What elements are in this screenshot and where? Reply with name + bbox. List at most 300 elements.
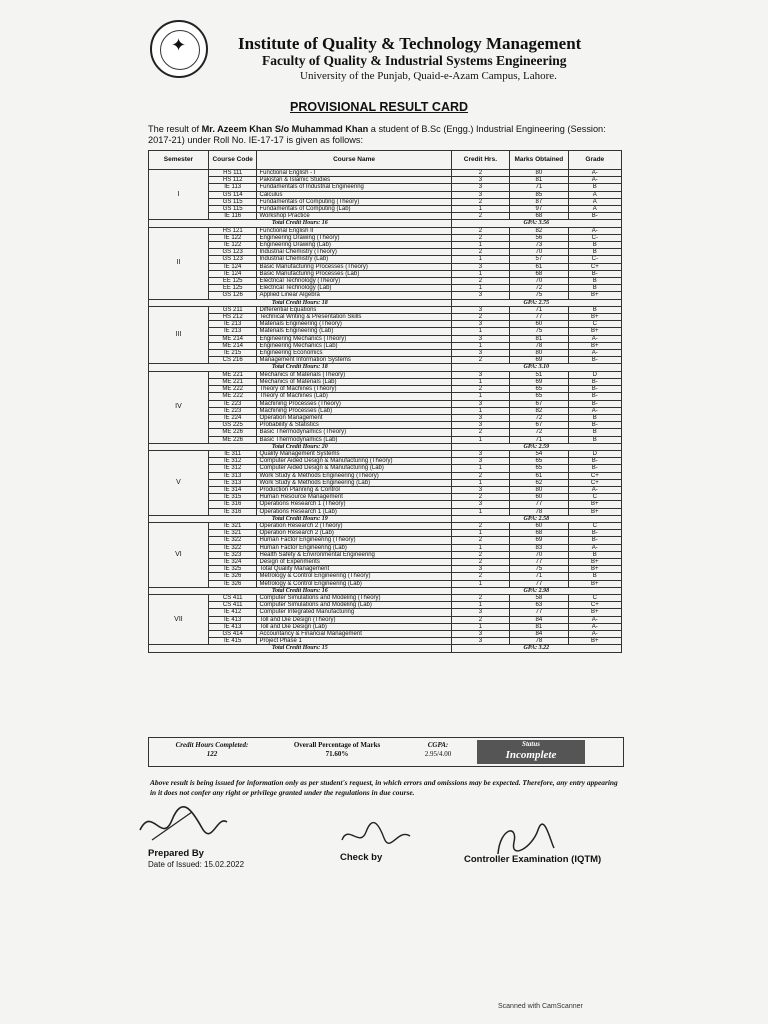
credit-cell: 3 (451, 263, 510, 270)
grade-cell: A- (568, 335, 621, 342)
course-name-cell: Engineering Economics (257, 350, 451, 357)
course-code-cell: GS 123 (208, 256, 257, 263)
semester-total-row (149, 364, 622, 371)
course-name-cell: Technical Writing & Presentation Skills (257, 314, 451, 321)
course-code-cell: IE 321 (208, 530, 257, 537)
grade-cell: A- (568, 544, 621, 551)
grade-cell: B (568, 306, 621, 313)
course-code-cell: GS 114 (208, 191, 257, 198)
course-code-cell: IE 312 (208, 458, 257, 465)
check-by-signature (338, 818, 414, 852)
course-code-cell: IE 124 (208, 270, 257, 277)
marks-cell: 70 (510, 551, 568, 558)
credit-cell: 3 (451, 177, 510, 184)
grade-cell: B+ (568, 508, 621, 515)
course-code-cell: HS 212 (208, 314, 257, 321)
course-name-cell: Engineering Mechanics (Theory) (257, 335, 451, 342)
credit-cell: 2 (451, 357, 510, 364)
table-row (149, 486, 622, 493)
course-code-cell: IE 326 (208, 580, 257, 587)
credit-cell: 1 (451, 508, 510, 515)
grade-cell: A- (568, 407, 621, 414)
course-name-cell: Work Study & Methods Engineering (Theory) (257, 472, 451, 479)
col-course-code: Course Code (208, 151, 257, 170)
credit-cell: 2 (451, 314, 510, 321)
seal-emblem-icon: ✦ (171, 35, 187, 55)
total-credit-hours: Total Credit Hours: 20 (149, 443, 452, 450)
table-row (149, 537, 622, 544)
course-name-cell: Industrial Chemistry (Theory) (257, 249, 451, 256)
grade-cell: A- (568, 227, 621, 234)
course-name-cell: Fundamentals of Computing (Theory) (257, 198, 451, 205)
grade-cell: B+ (568, 342, 621, 349)
course-name-cell: Operation Management (257, 414, 451, 421)
semester-total-row (149, 443, 622, 450)
credit-cell: 2 (451, 594, 510, 601)
credit-cell: 1 (451, 342, 510, 349)
table-row (149, 501, 622, 508)
marks-cell: 77 (510, 314, 568, 321)
course-code-cell: GS 115 (208, 206, 257, 213)
grade-cell: B (568, 278, 621, 285)
grade-cell: B (568, 573, 621, 580)
semester-cell: I (149, 170, 209, 220)
course-name-cell: Basic Manufacturing Processes (Theory) (257, 263, 451, 270)
grade-cell: B (568, 551, 621, 558)
status-value: Incomplete (505, 749, 557, 761)
table-row (149, 609, 622, 616)
table-row (149, 249, 622, 256)
course-name-cell: Theory of Machines (Lab) (257, 393, 451, 400)
course-name-cell: Quality Management Systems (257, 450, 451, 457)
course-code-cell: CS 411 (208, 602, 257, 609)
marks-cell: 54 (510, 450, 568, 457)
marks-cell: 71 (510, 573, 568, 580)
course-code-cell: CS 411 (208, 594, 257, 601)
course-name-cell: Electrical Technology (Lab) (257, 285, 451, 292)
credit-cell: 3 (451, 638, 510, 645)
semester-gpa: GPA: 3.22 (451, 645, 621, 652)
credit-cell: 2 (451, 170, 510, 177)
student-name: Mr. Azeem Khan S/o Muhammad Khan (201, 124, 369, 134)
marks-cell: 65 (510, 465, 568, 472)
course-name-cell: Human Factor Engineering (Theory) (257, 537, 451, 544)
course-code-cell: GS 123 (208, 249, 257, 256)
table-row (149, 407, 622, 414)
course-name-cell: Machining Processes (Theory) (257, 400, 451, 407)
marks-cell: 81 (510, 177, 568, 184)
table-row (149, 450, 622, 457)
marks-cell: 75 (510, 328, 568, 335)
marks-cell: 80 (510, 350, 568, 357)
semester-total-row (149, 299, 622, 306)
semester-cell: VII (149, 594, 209, 644)
course-name-cell: Theory of Machines (Theory) (257, 386, 451, 393)
table-row (149, 342, 622, 349)
col-semester: Semester (149, 151, 209, 170)
intro-rest: a student of B.Sc (Engg.) Industrial Engineering (Session: 2017-21) under Roll No. IE-17-17 is given as follows: (148, 124, 606, 145)
grade-cell: B- (568, 357, 621, 364)
course-name-cell: Machining Processes (Lab) (257, 407, 451, 414)
table-row (149, 191, 622, 198)
total-credit-hours: Total Credit Hours: 18 (149, 364, 452, 371)
credits-completed-label: Credit Hours Completed: (175, 741, 249, 749)
marks-cell: 60 (510, 522, 568, 529)
table-row (149, 306, 622, 313)
check-by-label: Check by (340, 852, 383, 863)
table-row (149, 508, 622, 515)
table-row (149, 350, 622, 357)
table-row (149, 198, 622, 205)
grade-cell: A- (568, 631, 621, 638)
table-row (149, 573, 622, 580)
credit-cell: 1 (451, 270, 510, 277)
credit-cell: 3 (451, 400, 510, 407)
course-code-cell: GS 211 (208, 306, 257, 313)
marks-cell: 61 (510, 263, 568, 270)
credit-cell: 2 (451, 249, 510, 256)
credit-cell: 2 (451, 573, 510, 580)
table-row (149, 465, 622, 472)
marks-cell: 73 (510, 242, 568, 249)
course-name-cell: Probability & Statistics (257, 422, 451, 429)
marks-cell: 77 (510, 501, 568, 508)
table-row (149, 494, 622, 501)
issue-date: Date of Issued: 15.02.2022 (148, 860, 245, 869)
semester-total-row (149, 587, 622, 594)
grade-cell: B+ (568, 328, 621, 335)
marks-cell: 77 (510, 609, 568, 616)
table-row (149, 429, 622, 436)
marks-cell: 71 (510, 436, 568, 443)
credit-cell: 3 (451, 486, 510, 493)
course-code-cell: IE 315 (208, 494, 257, 501)
grade-cell: B (568, 429, 621, 436)
marks-cell: 58 (510, 594, 568, 601)
course-code-cell: ME 226 (208, 429, 257, 436)
course-code-cell: IE 322 (208, 537, 257, 544)
marks-cell: 71 (510, 306, 568, 313)
course-name-cell: Fundamentals of Industrial Engineering (257, 184, 451, 191)
marks-cell: 68 (510, 213, 568, 220)
table-row (149, 386, 622, 393)
credit-cell: 1 (451, 479, 510, 486)
course-code-cell: IE 215 (208, 350, 257, 357)
credit-cell: 3 (451, 335, 510, 342)
semester-cell: III (149, 306, 209, 364)
table-row (149, 580, 622, 587)
marks-cell: 65 (510, 393, 568, 400)
total-credit-hours: Total Credit Hours: 16 (149, 587, 452, 594)
course-name-cell: Operations Research 1 (Lab) (257, 508, 451, 515)
semester-cell: VI (149, 522, 209, 587)
grade-cell: A- (568, 170, 621, 177)
course-name-cell: Production Planning & Control (257, 486, 451, 493)
grade-cell: C+ (568, 602, 621, 609)
table-row (149, 184, 622, 191)
grade-cell: C+ (568, 472, 621, 479)
credit-cell: 2 (451, 278, 510, 285)
course-name-cell: Industrial Chemistry (Lab) (257, 256, 451, 263)
table-row (149, 522, 622, 529)
table-row (149, 422, 622, 429)
total-credit-hours: Total Credit Hours: 19 (149, 515, 452, 522)
course-name-cell: Electrical Technology (Theory) (257, 278, 451, 285)
col-credit-hrs: Credit Hrs. (451, 151, 510, 170)
credit-cell: 2 (451, 198, 510, 205)
table-row (149, 551, 622, 558)
marks-cell: 61 (510, 472, 568, 479)
table-row (149, 270, 622, 277)
course-name-cell: Operation Research 2 (Lab) (257, 530, 451, 537)
grade-cell: C+ (568, 263, 621, 270)
table-row (149, 234, 622, 241)
grade-cell: D (568, 371, 621, 378)
credit-cell: 2 (451, 227, 510, 234)
course-name-cell: Engineering Drawing (Lab) (257, 242, 451, 249)
col-grade: Grade (568, 151, 621, 170)
course-name-cell: Basic Manufacturing Processes (Lab) (257, 270, 451, 277)
marks-cell: 72 (510, 429, 568, 436)
course-name-cell: Toll and Die Design (Lab) (257, 623, 451, 630)
credit-cell: 3 (451, 191, 510, 198)
credit-cell: 1 (451, 242, 510, 249)
status-badge (477, 740, 585, 764)
course-name-cell: Basic Thermodynamics (Lab) (257, 436, 451, 443)
controller-label: Controller Examination (IQTM) (464, 854, 602, 865)
marks-cell: 70 (510, 278, 568, 285)
marks-cell: 67 (510, 422, 568, 429)
course-code-cell: ME 214 (208, 342, 257, 349)
credits-completed (157, 741, 267, 759)
grade-cell: B+ (568, 566, 621, 573)
table-row (149, 213, 622, 220)
marks-cell: 81 (510, 335, 568, 342)
marks-cell: 69 (510, 357, 568, 364)
grade-cell: B- (568, 537, 621, 544)
course-name-cell: Calculus (257, 191, 451, 198)
table-row (149, 335, 622, 342)
credit-cell: 1 (451, 602, 510, 609)
course-code-cell: IE 122 (208, 234, 257, 241)
course-code-cell: IE 323 (208, 551, 257, 558)
semester-total-row (149, 515, 622, 522)
table-row (149, 371, 622, 378)
overall-percentage (277, 741, 397, 759)
course-name-cell: Work Study & Methods Engineering (Lab) (257, 479, 451, 486)
credit-cell: 1 (451, 623, 510, 630)
course-code-cell: GS 115 (208, 198, 257, 205)
intro-prefix: The result of (148, 124, 200, 134)
grade-cell: B+ (568, 609, 621, 616)
course-name-cell: Computer Aided Design & Manufacturing (Lab) (257, 465, 451, 472)
credit-cell: 1 (451, 285, 510, 292)
marks-cell: 57 (510, 256, 568, 263)
credit-cell: 2 (451, 386, 510, 393)
course-name-cell: Computer Integrated Manufacturing (257, 609, 451, 616)
marks-cell: 51 (510, 371, 568, 378)
marks-cell: 77 (510, 558, 568, 565)
grade-cell: B+ (568, 292, 621, 299)
prepared-by-signature (132, 800, 232, 850)
grade-cell: D (568, 450, 621, 457)
course-name-cell: Computer Simulations and Modeling (Theory) (257, 594, 451, 601)
credit-cell: 1 (451, 580, 510, 587)
marks-cell: 82 (510, 407, 568, 414)
course-name-cell: Operations Research 1 (Theory) (257, 501, 451, 508)
table-row (149, 357, 622, 364)
course-code-cell: GS 414 (208, 631, 257, 638)
grade-cell: B- (568, 422, 621, 429)
marks-cell: 78 (510, 342, 568, 349)
marks-cell: 80 (510, 170, 568, 177)
semester-total-row (149, 220, 622, 227)
grade-cell: B- (568, 378, 621, 385)
credit-cell: 2 (451, 558, 510, 565)
table-row (149, 263, 622, 270)
course-name-cell: Pakistan & Islamic Studies (257, 177, 451, 184)
table-row (149, 558, 622, 565)
marks-cell: 65 (510, 386, 568, 393)
grade-cell: B (568, 285, 621, 292)
course-code-cell: HS 121 (208, 227, 257, 234)
cgpa (407, 741, 469, 759)
course-name-cell: Computer Simulations and Modeling (Lab) (257, 602, 451, 609)
grade-cell: B (568, 436, 621, 443)
marks-cell: 77 (510, 580, 568, 587)
grade-cell: C (568, 494, 621, 501)
course-code-cell: IE 413 (208, 616, 257, 623)
semester-gpa: GPA: 2.98 (451, 587, 621, 594)
marks-cell: 67 (510, 400, 568, 407)
table-row (149, 594, 622, 601)
credit-cell: 3 (451, 631, 510, 638)
table-row (149, 177, 622, 184)
course-code-cell: GS 225 (208, 422, 257, 429)
disclaimer-text: Above result is being issued for information only as per student's request, in which errors and omissions may be expected. Therefore, any entry appearing in it does not confer any right or privilege granted under the regulations in due course. (150, 778, 618, 797)
credit-cell: 2 (451, 616, 510, 623)
course-name-cell: Functional English - I (257, 170, 451, 177)
university-address: University of the Punjab, Quaid-e-Azam Campus, Lahore. (300, 70, 557, 82)
marks-cell: 82 (510, 227, 568, 234)
marks-cell: 63 (510, 602, 568, 609)
course-name-cell: Applied Linear Algebra (257, 292, 451, 299)
course-code-cell: ME 221 (208, 378, 257, 385)
result-table (148, 150, 622, 653)
course-code-cell: IE 326 (208, 573, 257, 580)
semester-gpa: GPA: 2.58 (451, 515, 621, 522)
semester-total-row (149, 645, 622, 652)
table-row (149, 314, 622, 321)
grade-cell: B (568, 249, 621, 256)
course-code-cell: ME 226 (208, 436, 257, 443)
course-name-cell: Functional English II (257, 227, 451, 234)
institute-name: Institute of Quality & Technology Management (238, 34, 582, 53)
marks-cell: 81 (510, 623, 568, 630)
credit-cell: 1 (451, 393, 510, 400)
grade-cell: A- (568, 623, 621, 630)
course-code-cell: ME 214 (208, 335, 257, 342)
table-row (149, 623, 622, 630)
course-code-cell: IE 313 (208, 479, 257, 486)
semester-cell: II (149, 227, 209, 299)
grade-cell: A (568, 198, 621, 205)
course-code-cell: IE 122 (208, 242, 257, 249)
course-name-cell: Design of Experiments (257, 558, 451, 565)
semester-gpa: GPA: 3.10 (451, 364, 621, 371)
marks-cell: 87 (510, 198, 568, 205)
grade-cell: B- (568, 458, 621, 465)
course-name-cell: Toll and Die Design (Theory) (257, 616, 451, 623)
table-row (149, 414, 622, 421)
marks-cell: 70 (510, 249, 568, 256)
grade-cell: B- (568, 465, 621, 472)
table-row (149, 566, 622, 573)
credit-cell: 3 (451, 184, 510, 191)
marks-cell: 68 (510, 270, 568, 277)
grade-cell: A- (568, 177, 621, 184)
course-name-cell: Accountancy & Financial Management (257, 631, 451, 638)
semester-cell: V (149, 450, 209, 515)
credit-cell: 2 (451, 472, 510, 479)
grade-cell: B (568, 414, 621, 421)
grade-cell: C (568, 522, 621, 529)
grade-cell: B+ (568, 501, 621, 508)
marks-cell: 75 (510, 292, 568, 299)
semester-gpa: GPA: 2.75 (451, 299, 621, 306)
cgpa-value: 2.95/4.00 (424, 750, 452, 758)
course-code-cell: EE 125 (208, 285, 257, 292)
course-name-cell: Materials Engineering (Lab) (257, 328, 451, 335)
credit-cell: 3 (451, 292, 510, 299)
prepared-by-label: Prepared By (148, 848, 204, 859)
semester-gpa: GPA: 2.59 (451, 443, 621, 450)
table-row (149, 292, 622, 299)
course-code-cell: GS 126 (208, 292, 257, 299)
credit-cell: 3 (451, 414, 510, 421)
table-body (149, 170, 622, 653)
marks-cell: 65 (510, 458, 568, 465)
table-row (149, 285, 622, 292)
credit-cell: 3 (451, 450, 510, 457)
course-code-cell: IE 311 (208, 450, 257, 457)
grade-cell: C- (568, 234, 621, 241)
course-name-cell: Workshop Practice (257, 213, 451, 220)
course-code-cell: ME 222 (208, 386, 257, 393)
table-row (149, 616, 622, 623)
marks-cell: 56 (510, 234, 568, 241)
overall-percentage-label: Overall Percentage of Marks (293, 741, 381, 749)
credits-completed-value: 122 (206, 750, 218, 758)
grade-cell: B+ (568, 314, 621, 321)
table-row (149, 256, 622, 263)
marks-cell: 78 (510, 638, 568, 645)
marks-cell: 83 (510, 544, 568, 551)
cgpa-label: CGPA: (427, 741, 449, 749)
credit-cell: 1 (451, 407, 510, 414)
table-row (149, 242, 622, 249)
faculty-name: Faculty of Quality & Industrial Systems Engineering (262, 53, 567, 68)
table-row (149, 378, 622, 385)
course-code-cell: IE 322 (208, 544, 257, 551)
marks-cell: 78 (510, 508, 568, 515)
credit-cell: 3 (451, 422, 510, 429)
marks-cell: 62 (510, 479, 568, 486)
credit-cell: 3 (451, 501, 510, 508)
course-name-cell: Computer Aided Design & Manufacturing (Theory) (257, 458, 451, 465)
marks-cell: 75 (510, 566, 568, 573)
table-row (149, 321, 622, 328)
